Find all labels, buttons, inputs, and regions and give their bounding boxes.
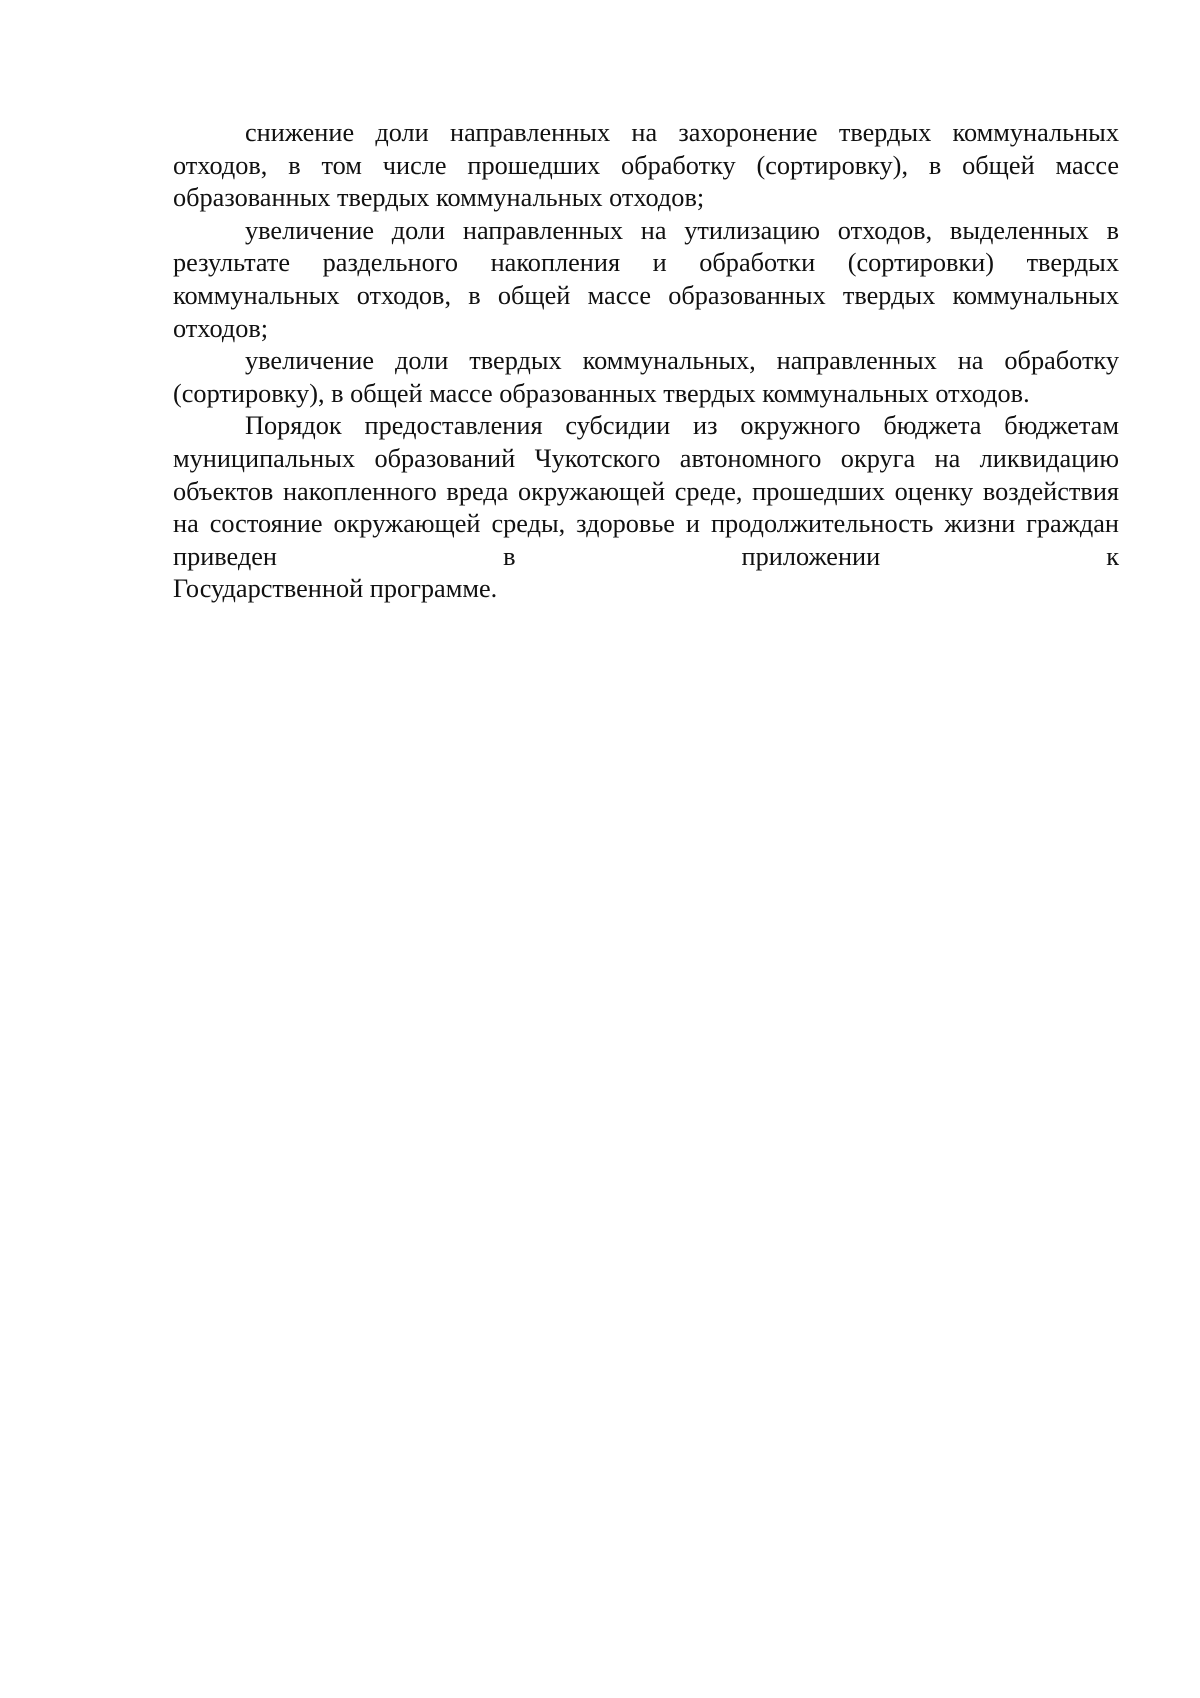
document-body [173,117,1119,606]
paragraph-disposal-reduction: снижение доли направленных на захоронение твердых коммунальных отходов, в том числе прошедших обработку (сортировку), в общей массе образованных твердых коммунальных отходов; [173,118,1119,213]
paragraph-subsidy-procedure: Порядок предоставления субсидии из окружного бюджета бюджетам муниципальных образований Чукотского автономного округа на ликвидацию объектов накопленного вреда окружающей среде, прошедших оценку воздействия на состояние окружающей среды, здоровье и продолжительность жизни граждан приведен в приложении к [173,411,1119,571]
paragraph-sorting-increase: увеличение доли твердых коммунальных, направленных на обработку (сортировку), в общей массе образованных твердых коммунальных отходов. [173,346,1119,408]
paragraph-subsidy-procedure-end: Государственной программе. [173,574,498,604]
paragraph-utilization-increase: увеличение доли направленных на утилизацию отходов, выделенных в результате раздельного накопления и обработки (сортировки) твердых коммунальных отходов, в общей массе образованных твердых коммунальных отходов; [173,215,1119,343]
